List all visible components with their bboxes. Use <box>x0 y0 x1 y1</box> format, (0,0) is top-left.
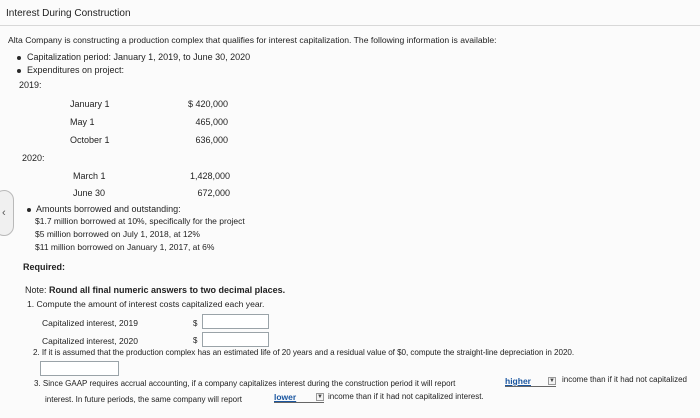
expenditure-date: June 30 <box>73 188 106 198</box>
expenditure-amount: 465,000 <box>195 117 228 127</box>
borrowed-item: $11 million borrowed on January 1, 2017, at 6% <box>35 242 215 252</box>
depreciation-input[interactable] <box>40 361 119 376</box>
page-title: Interest During Construction <box>6 8 131 19</box>
year-2019-label: 2019: <box>19 80 42 90</box>
capitalized-2020-input[interactable] <box>202 332 269 347</box>
expenditure-amount: 1,428,000 <box>189 171 230 181</box>
expenditure-amount: $ 420,000 <box>187 99 228 109</box>
currency-symbol: $ <box>193 336 198 345</box>
divider <box>0 25 700 26</box>
borrowed-item: $1.7 million borrowed at 10%, specifically for the project <box>35 216 245 226</box>
chevron-down-icon[interactable]: ▼ <box>549 378 555 384</box>
capitalization-period: Capitalization period: January 1, 2019, to June 30, 2020 <box>27 52 251 62</box>
select-2-value: lower <box>274 392 297 402</box>
bullet-icon <box>17 69 21 73</box>
borrowed-item: $5 million borrowed on July 1, 2018, at 12% <box>35 229 200 239</box>
select-1-value: higher <box>505 376 531 386</box>
question-1: 1. Compute the amount of interest costs capitalized each year. <box>27 299 265 309</box>
capitalized-2020-label: Capitalized interest, 2020 <box>42 336 138 346</box>
expenditure-date: March 1 <box>73 171 106 181</box>
question-3-part1: 3. Since GAAP requires accrual accounting, if a company capitalizes interest during the construction period it will report <box>34 379 456 388</box>
expenditure-amount: 672,000 <box>197 188 230 198</box>
year-2020-label: 2020: <box>22 153 45 163</box>
question-3-part4: income than if it had not capitalized interest. <box>328 392 484 401</box>
expenditure-date: January 1 <box>70 99 110 109</box>
bullet-icon <box>27 208 31 212</box>
expenditure-amount: 636,000 <box>195 135 228 145</box>
note-text: Round all final numeric answers to two decimal places. <box>49 285 286 295</box>
expenditure-date: May 1 <box>70 117 95 127</box>
question-3-part2: income than if it had not capitalized <box>562 375 687 384</box>
scroll-handle[interactable] <box>0 190 14 236</box>
borrowed-heading: Amounts borrowed and outstanding: <box>36 204 181 214</box>
required-label: Required: <box>23 262 66 272</box>
expenditures-heading: Expenditures on project: <box>27 65 125 75</box>
chevron-down-icon[interactable]: ▼ <box>317 394 323 400</box>
question-2: 2. If it is assumed that the production complex has an estimated life of 20 years and a residual value of $0, compute the straight-line depreciation in 2020. <box>33 348 575 357</box>
capitalized-2019-input[interactable] <box>202 314 269 329</box>
capitalized-2019-label: Capitalized interest, 2019 <box>42 318 138 328</box>
question-3-part3: interest. In future periods, the same company will report <box>45 395 242 404</box>
currency-symbol: $ <box>193 319 198 328</box>
bullet-icon <box>17 56 21 60</box>
note-line <box>25 285 285 295</box>
note-prefix: Note: <box>25 285 47 295</box>
chevron-left-icon: ‹ <box>2 207 6 219</box>
intro-text: Alta Company is constructing a production complex that qualifies for interest capitalization. The following information is available: <box>8 35 497 45</box>
expenditure-date: October 1 <box>70 135 110 145</box>
